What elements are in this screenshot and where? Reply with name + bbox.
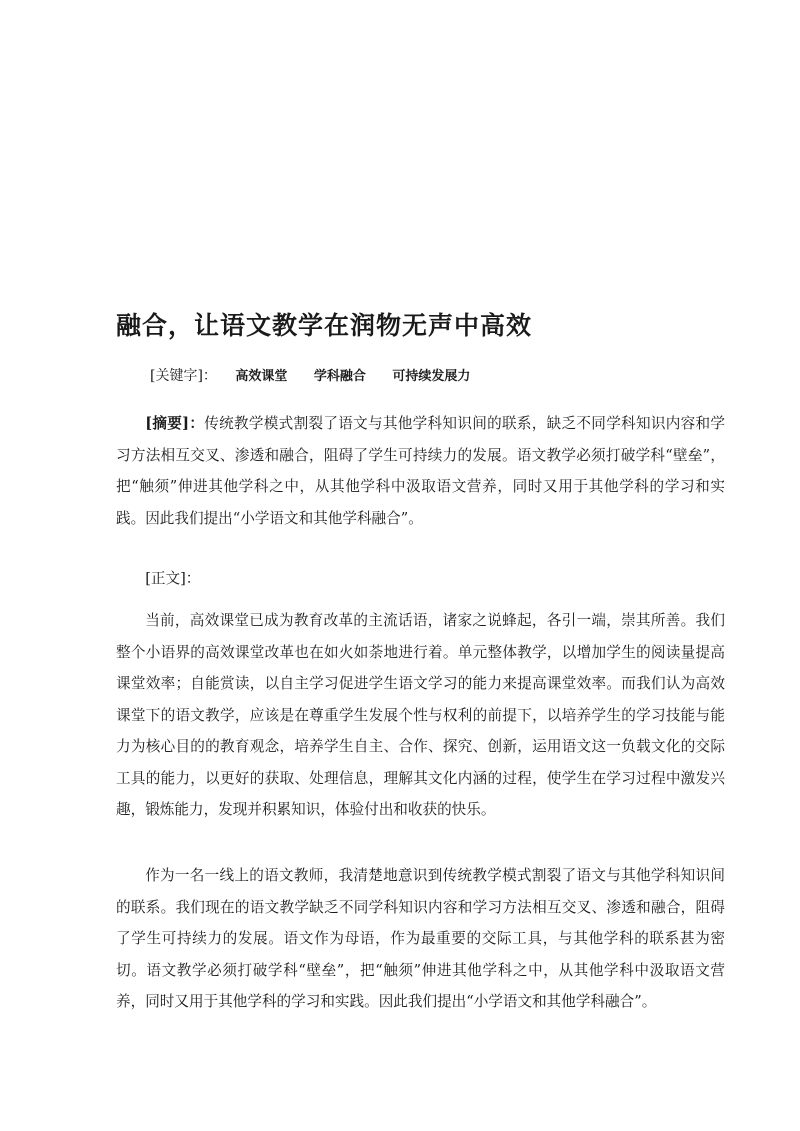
body-heading: [正文]： — [145, 570, 201, 587]
abstract-paragraph — [116, 408, 725, 534]
abstract-label: [摘要]： — [145, 415, 205, 432]
page-title: 融合，让语文教学在润物无声中高效 — [116, 311, 533, 340]
body-paragraph: 作为一名一线上的语文教师，我清楚地意识到传统教学模式割裂了语文与其他学科知识间的联系。我们现在的语文教学缺乏不同学科知识内容和学习方法相互交叉、渗透和融合，阻碍了学生可持续力的发展。语文作为母语，作为最重要的交际工具，与其他学科的联系甚为密切。语文教学必须打破学科“壁垒”，把“触须”伸进其他学科之中，从其他学科中汲取语文营养，同时又用于其他学科的学习和实践。因此我们提出“小学语文和其他学科融合”。 — [116, 867, 725, 1010]
keywords-line — [150, 364, 492, 389]
body-paragraph: 当前，高效课堂已成为教育改革的主流话语，诸家之说蜂起，各引一端，崇其所善。我们整个小语界的高效课堂改革也在如火如荼地进行着。单元整体教学，以增加学生的阅读量提高课堂效率；自能赏读，以自主学习促进学生语文学习的能力来提高课堂效率。而我们认为高效课堂下的语文教学，应该是在尊重学生发展个性与权利的前提下，以培养学生的学习技能与能力为核心目的的教育观念，培养学生自主、合作、探究、创新，运用语文这一负载文化的交际工具的能力，以更好的获取、处理信息，理解其文化内涵的过程，使学生在学习过程中激发兴趣，锻炼能力，发现并积累知识，体验付出和收获的快乐。 — [116, 612, 725, 818]
abstract-text: 传统教学模式割裂了语文与其他学科知识间的联系，缺乏不同学科知识内容和学习方法相互交叉、渗透和融合，阻碍了学生可持续力的发展。语文教学必须打破学科“壁垒”，把“触须”伸进其他学科之中，从其他学科中汲取语文营养，同时又用于其他学科的学习和实践。因此我们提出“小学语文和其他学科融合”。 — [116, 415, 725, 527]
keyword-item: 学科融合 — [313, 369, 366, 384]
keyword-item: 高效课堂 — [235, 369, 288, 384]
keyword-item: 可持续发展力 — [392, 369, 471, 384]
keywords-label: [关键字]： — [150, 368, 217, 384]
